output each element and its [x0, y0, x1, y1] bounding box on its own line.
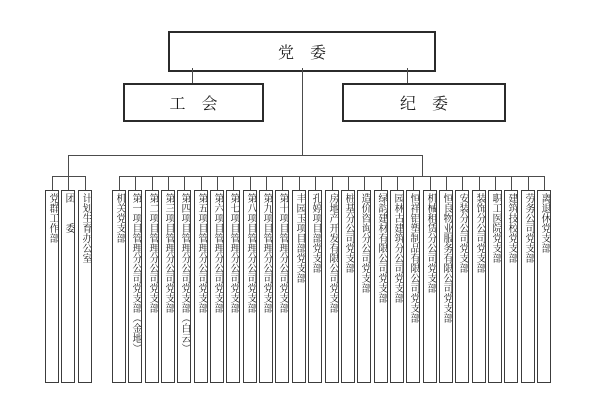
org-column-right-17: 园林古建筑分公司党支部: [390, 190, 404, 383]
org-column-right-19: 机械租赁分公司党支部: [423, 190, 437, 383]
org-column-right-18: 恒祥铝塑制品有限公司党支部: [406, 190, 420, 383]
org-column-right-11: 丰园玉项目部党支部: [292, 190, 306, 383]
connector-stub: [315, 176, 316, 190]
org-column-right-4: 第四项目管理分公司党支部（白云）: [177, 190, 191, 383]
connector-stub: [528, 176, 529, 190]
org-column-right-24: 建筑技校党支部: [504, 190, 518, 383]
connector-right-bracket: [119, 176, 545, 177]
org-column-right-21: 安装分公司党支部: [455, 190, 469, 383]
connector-stub: [348, 176, 349, 190]
org-column-right-23: 职工医院党支部: [488, 190, 502, 383]
connector-stub: [381, 176, 382, 190]
connector-stub: [52, 176, 53, 190]
connector-stub: [217, 176, 218, 190]
connector-union-stub: [192, 68, 193, 83]
org-column-right-1: 第一项目管理分公司党支部（金地）: [128, 190, 142, 383]
node-party-committee: 党 委: [168, 31, 436, 72]
connector-left-drop: [68, 155, 69, 176]
connector-stub: [430, 176, 431, 190]
org-column-right-22: 装饰分公司党支部: [472, 190, 486, 383]
org-column-right-2: 第二项目管理分公司党支部: [145, 190, 159, 383]
org-column-right-15: 造价咨询分公司党支部: [357, 190, 371, 383]
connector-main-horizontal: [68, 155, 423, 156]
connector-stub: [250, 176, 251, 190]
org-column-right-26: 离退休党支部: [537, 190, 551, 383]
org-column-right-20: 恒良物业服务有限公司党支部: [439, 190, 453, 383]
connector-stub: [446, 176, 447, 190]
org-column-right-25: 劳务公司党支部: [521, 190, 535, 383]
org-column-right-7: 第七项目管理分公司党支部: [226, 190, 240, 383]
org-column-right-10: 第十项目管理分公司党支部: [275, 190, 289, 383]
connector-stub: [544, 176, 545, 190]
connector-left-bracket: [52, 176, 86, 177]
connector-stub: [266, 176, 267, 190]
node-discipline-committee: 纪 委: [342, 83, 506, 122]
connector-stub: [282, 176, 283, 190]
connector-stub: [397, 176, 398, 190]
connector-stub: [364, 176, 365, 190]
org-column-right-0: 机关党支部: [112, 190, 126, 383]
org-column-left-0: 党群工作部: [45, 190, 59, 383]
connector-stub: [168, 176, 169, 190]
connector-stub: [511, 176, 512, 190]
connector-stub: [495, 176, 496, 190]
connector-stub: [85, 176, 86, 190]
org-column-right-3: 第三项目管理分公司党支部: [161, 190, 175, 383]
connector-stub: [462, 176, 463, 190]
node-labor-union: 工 会: [123, 83, 264, 122]
org-column-right-12: 孔婷项目部党支部: [308, 190, 322, 383]
org-column-right-9: 第九项目管理分公司党支部: [259, 190, 273, 383]
connector-stub: [119, 176, 120, 190]
org-column-right-6: 第六项目管理分公司党支部: [210, 190, 224, 383]
connector-discipline-stub: [407, 68, 408, 83]
org-column-right-13: 房地产开发有限公司党支部: [325, 190, 339, 383]
org-column-left-1: 团 委: [61, 190, 75, 383]
org-column-right-5: 第五项目管理分公司党支部: [194, 190, 208, 383]
connector-stub: [299, 176, 300, 190]
connector-stub: [68, 176, 69, 190]
org-column-right-8: 第八项目管理分公司党支部: [243, 190, 257, 383]
org-column-right-14: 桩基分公司党支部: [341, 190, 355, 383]
connector-stub: [479, 176, 480, 190]
connector-stub: [184, 176, 185, 190]
connector-stub: [152, 176, 153, 190]
connector-root-vertical: [302, 68, 303, 155]
connector-stub: [135, 176, 136, 190]
connector-right-drop: [422, 155, 423, 176]
connector-stub: [201, 176, 202, 190]
connector-stub: [332, 176, 333, 190]
org-column-left-2: 计划生育办公室: [78, 190, 92, 383]
connector-stub: [233, 176, 234, 190]
connector-stub: [413, 176, 414, 190]
org-column-right-16: 绿韵建材有限公司党支部: [374, 190, 388, 383]
